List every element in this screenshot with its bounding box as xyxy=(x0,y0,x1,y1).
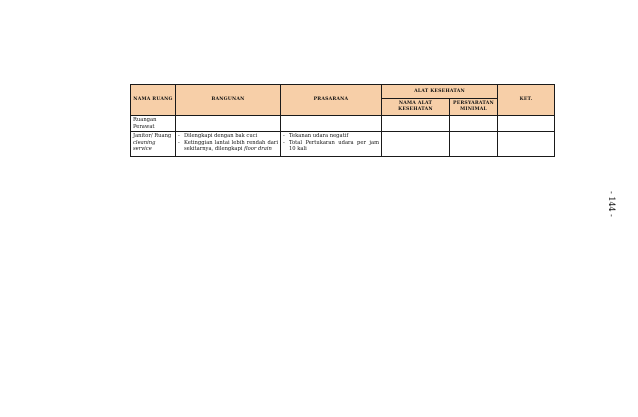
page-number: - 144 - xyxy=(607,191,616,217)
cell-nama-ruang xyxy=(131,132,176,157)
header-ket: KET. xyxy=(498,85,555,116)
list-item-italic-text: floor drain xyxy=(244,146,272,152)
table-row xyxy=(131,132,555,157)
list-item xyxy=(178,140,278,153)
cell-ket xyxy=(498,116,555,132)
bangunan-list xyxy=(178,133,278,153)
room-requirements-table xyxy=(130,84,555,157)
prasarana-list xyxy=(283,133,379,153)
cell-nama-alat xyxy=(382,132,450,157)
list-item-text: Ketinggian lantai lebih rendah dari sekitarnya, dilengkapi xyxy=(184,139,278,152)
cell-prasarana xyxy=(281,132,382,157)
cell-persyaratan xyxy=(450,116,498,132)
room-name-text: Janitor/ Ruang xyxy=(133,133,172,139)
list-item-text: Total Pertukaran udara per jam 10 kali xyxy=(289,139,379,152)
header-persyaratan: PERSYARATAN MINIMAL xyxy=(450,99,498,116)
header-nama-alat: NAMA ALAT KESEHATAN xyxy=(382,99,450,116)
header-alat-kesehatan: ALAT KESEHATAN xyxy=(382,85,498,99)
header-prasarana: PRASARANA xyxy=(281,85,382,116)
cell-bangunan xyxy=(176,116,281,132)
room-name-italic-text: cleaning service xyxy=(133,139,156,152)
header-nama-ruang: NAMA RUANG xyxy=(131,85,176,116)
cell-bangunan xyxy=(176,132,281,157)
table-header-row xyxy=(131,85,555,99)
table-row xyxy=(131,116,555,132)
cell-ket xyxy=(498,132,555,157)
list-item-text: Dilengkapi dengan bak cuci xyxy=(184,133,258,139)
list-item xyxy=(283,140,379,153)
room-name-text: Ruangan Perawat xyxy=(133,117,157,130)
cell-persyaratan xyxy=(450,132,498,157)
header-bangunan: BANGUNAN xyxy=(176,85,281,116)
cell-prasarana xyxy=(281,116,382,132)
cell-nama-ruang xyxy=(131,116,176,132)
cell-nama-alat xyxy=(382,116,450,132)
list-item-text: Tekanan udara negatif xyxy=(289,133,349,139)
